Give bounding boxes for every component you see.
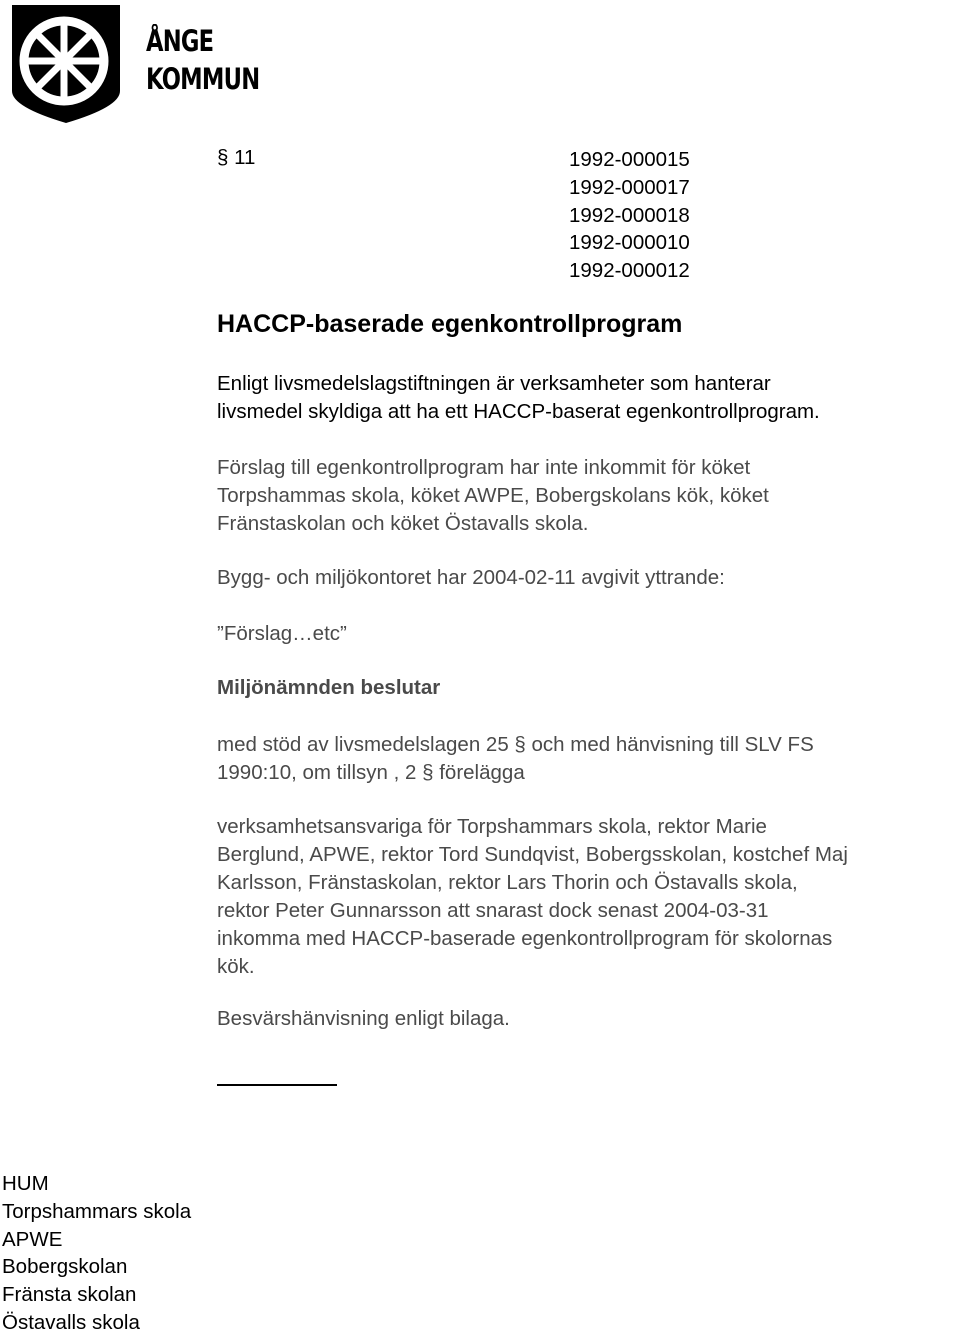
text-line: Förslag till egenkontrollprogram har inte inkommit för köket	[217, 456, 751, 479]
recipient: APWE	[2, 1227, 63, 1251]
legal-text: 1990:10, om tillsyn , 2	[217, 761, 417, 784]
legal-text: förelägga	[439, 761, 525, 784]
paragraph-number	[217, 146, 255, 170]
case-number: 1992-000010	[569, 231, 690, 255]
order-paragraph	[217, 813, 960, 981]
recipient: Bobergskolan	[2, 1255, 128, 1279]
intro-paragraph	[217, 370, 960, 426]
text-line	[217, 731, 960, 759]
case-number: 1992-000018	[569, 203, 690, 227]
recipient: Östavalls skola	[2, 1310, 140, 1334]
legal-text: med stöd av livsmedelslagen 25	[217, 733, 509, 756]
text-line: inkomma med HACCP-baserade egenkontrollprogram för skolornas	[217, 927, 833, 950]
case-number: 1992-000015	[569, 148, 690, 171]
text-line: Enligt livsmedelslagstiftningen är verksamheter som hanterar	[217, 372, 771, 395]
text-line: verksamhetsansvariga för Torpshammars skola, rektor Marie	[217, 815, 767, 838]
case-number-list	[569, 146, 690, 285]
recipient: Fränsta skolan	[2, 1283, 137, 1307]
legal-basis-paragraph	[217, 731, 960, 787]
case-number: 1992-000012	[569, 259, 690, 283]
decision-heading: Miljönämnden beslutar	[217, 676, 441, 699]
logo-line-2: KOMMUN	[146, 62, 260, 96]
text-line: livsmedel skyldiga att ha ett HACCP-baserat egenkontrollprogram.	[217, 400, 820, 423]
recipient-list	[2, 1170, 191, 1337]
appeal-note: Besvärshänvisning enligt bilaga.	[217, 1007, 510, 1030]
logo-line-1: ÅNGE	[146, 24, 214, 58]
text-line: Torpshammas skola, köket AWPE, Bobergskolans kök, köket	[217, 484, 769, 507]
paragraph-sign: §	[217, 146, 229, 169]
legal-text: och med hänvisning till SLV FS	[531, 733, 814, 756]
text-line: Karlsson, Fränstaskolan, rektor Lars Thorin och Östavalls skola,	[217, 871, 798, 894]
text-line: rektor Peter Gunnarsson att snarast dock senast 2004-03-31	[217, 899, 769, 922]
case-number: 1992-000017	[569, 175, 690, 199]
text-line: kök.	[217, 955, 255, 978]
text-line	[217, 759, 960, 787]
text-line: Fränstaskolan och köket Östavalls skola.	[217, 512, 589, 535]
paragraph-number-value: 11	[234, 146, 256, 169]
paragraph-sign: §	[422, 761, 434, 784]
wheel-emblem-icon	[10, 3, 122, 125]
paragraph-sign: §	[514, 733, 526, 756]
recipient: HUM	[2, 1172, 49, 1195]
statement-line: Bygg- och miljökontoret har 2004-02-11 avgivit yttrande:	[217, 566, 725, 589]
recipient: Torpshammars skola	[2, 1199, 192, 1223]
quote-line: ”Förslag…etc”	[217, 622, 347, 645]
missing-proposals-paragraph	[217, 454, 960, 538]
divider-line	[217, 1084, 337, 1086]
text-line: Berglund, APWE, rektor Tord Sundqvist, Bobergsskolan, kostchef Maj	[217, 843, 848, 866]
document-title: HACCP-baserade egenkontrollprogram	[217, 310, 683, 338]
municipality-logo-text	[146, 22, 259, 98]
